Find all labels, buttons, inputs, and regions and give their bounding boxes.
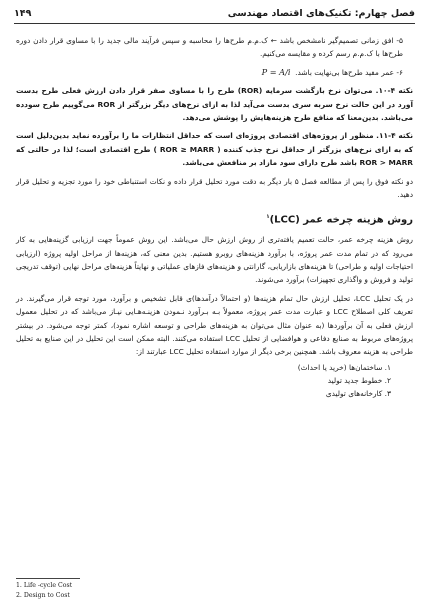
chapter-title: فصل چهارم: تکنیک‌های اقتصاد مهندسی: [227, 7, 415, 19]
note-text: می‌توان نرخ بازگشت سرمایه (ROR) طرح را با مساوی صفر قرار دادن ارزش فعلی طرح بدست آورد در این حالت نرخ سربه سری بدست می‌آید لذا به ازای نرخ‌های دیگر بزرگتر از ROR می‌گوییم طرح سودده می‌باشد. بدین‌معنا که منافع طرح هزینه‌هایش را پوشش می‌دهد.: [16, 86, 414, 123]
list-item-6: [16, 66, 413, 79]
note-label: نکته ۴-۱۱.: [376, 131, 413, 141]
list-item-5: ۵- افق زمانی تصمیم‌گیر نامشخص باشد ← ک.م.م طرح‌ها را محاسبه و سپس فرآیند مالی جدید را با مساوی قرار دادن دوره طرح‌ها با ک.م.م رسم کرده و مقایسه می‌کنیم.: [16, 36, 403, 59]
page-header: [14, 4, 415, 22]
footnotes: [16, 581, 72, 601]
section-paragraph-2: [16, 292, 413, 359]
page-number: ۱۴۹: [14, 7, 32, 19]
main-content: [16, 34, 413, 400]
note-4-11: [16, 129, 413, 169]
section-paragraph-1: روش هزینه چرخه عمر، حالت تعمیم یافته‌تری از روش ارزش حال می‌باشد. این روش عموماً جهت ارزیابی گزینه‌هایی به کار می‌رود که در تمام مدت عمر پروژه، با برآورد هزینه‌های روبرو هستیم. بدین معنی که، هزینه‌ها از مراحل اولیه پروژه (ارزیابی احتیاجات اولیه و طراحی) تا هزینه‌های بازاریابی، گارانتی و هزینه‌های فازهای عملیاتی و نهایتاً هزینه‌های مراحل نهایی (توقف تدریجی تولید و فروش و واگذاری تجهیزات) برآورد می‌شوند.: [16, 235, 413, 285]
item6-text: ۶- عمر مفید طرح‌ها بی‌نهایت باشد.: [295, 67, 403, 77]
footnote-marker: ۱: [266, 214, 270, 221]
footnote-2: 2. Design to Cost: [16, 592, 70, 599]
lcc-usage-list: [16, 361, 413, 400]
note-label: نکته ۴-۱۰.: [375, 86, 413, 96]
section-title: [16, 211, 413, 227]
paragraph-2-text: در یک تحلیل LCC، تحلیل ارزش حال تمام هزینه‌ها (و احتمالاً درآمدها)ی قابل تشخیص و برآورد، مورد توجه قرار می‌گیرند. در تعریف کلی اصطلاح LCC و عبارت مدت عمر پروژه، معمولاً بـه بـرآورد نـمودن هزینـه‌هـایی نیـاز می‌باشد که در تحلیل معمول ارزش فعلی به آن برآوردها (به عنوان مثال می‌توان به هزینه‌های طراحی و توسعه اشاره نمود)، کمتر توجه می‌شود. در بیشتر پروژه‌های مربوط به صنایع دفاعی و هوافضایی از تحلیل LCC استفاده می‌کنند. البته ممکن است این تحلیل در این صنایع به تحلیل طراحی به هزینه معروف باشد. همچنین برخی دیگر از موارد استفاده تحلیل LCC عبارتند از:: [16, 293, 414, 357]
header-divider: [14, 23, 415, 24]
footnote-1: 1. Life -cycle Cost: [16, 582, 73, 589]
note-4-10: [16, 84, 413, 124]
list-item: ۱. ساختمان‌ها (خرید یا احداث): [297, 362, 391, 372]
perpetuity-formula: P = A/i: [261, 66, 291, 77]
note-text: منظور از پروژه‌های اقتصادی پروژه‌ای است که حداقل انتظارات ما را برآورده نماید بدین‌دلیل است که به ازای نرخ‌های بزرگتر از حداقل نرخ جذب کننده ( ROR ≥ MARR ) طرح اقتصادی است؛ لذا در حالتی که ROR > MARR باشد طرح دارای سود مازاد بر منافعش می‌باشد.: [16, 131, 413, 168]
list-item: ۲. خطوط جدید تولید: [327, 375, 391, 385]
section-title-text: روش هزینه چرخه عمر (LCC): [269, 214, 413, 226]
footnote-divider: [16, 578, 80, 579]
list-item: ۳. کارخانه‌های تولیدی: [325, 388, 391, 398]
transition-paragraph: دو نکته فوق را پس از مطالعه فصل ۵ بار دیگر به دقت مورد تحلیل قرار داده و نکات استنباطی خود را مورد تجزیه و تحلیل قرار دهید.: [16, 176, 413, 200]
